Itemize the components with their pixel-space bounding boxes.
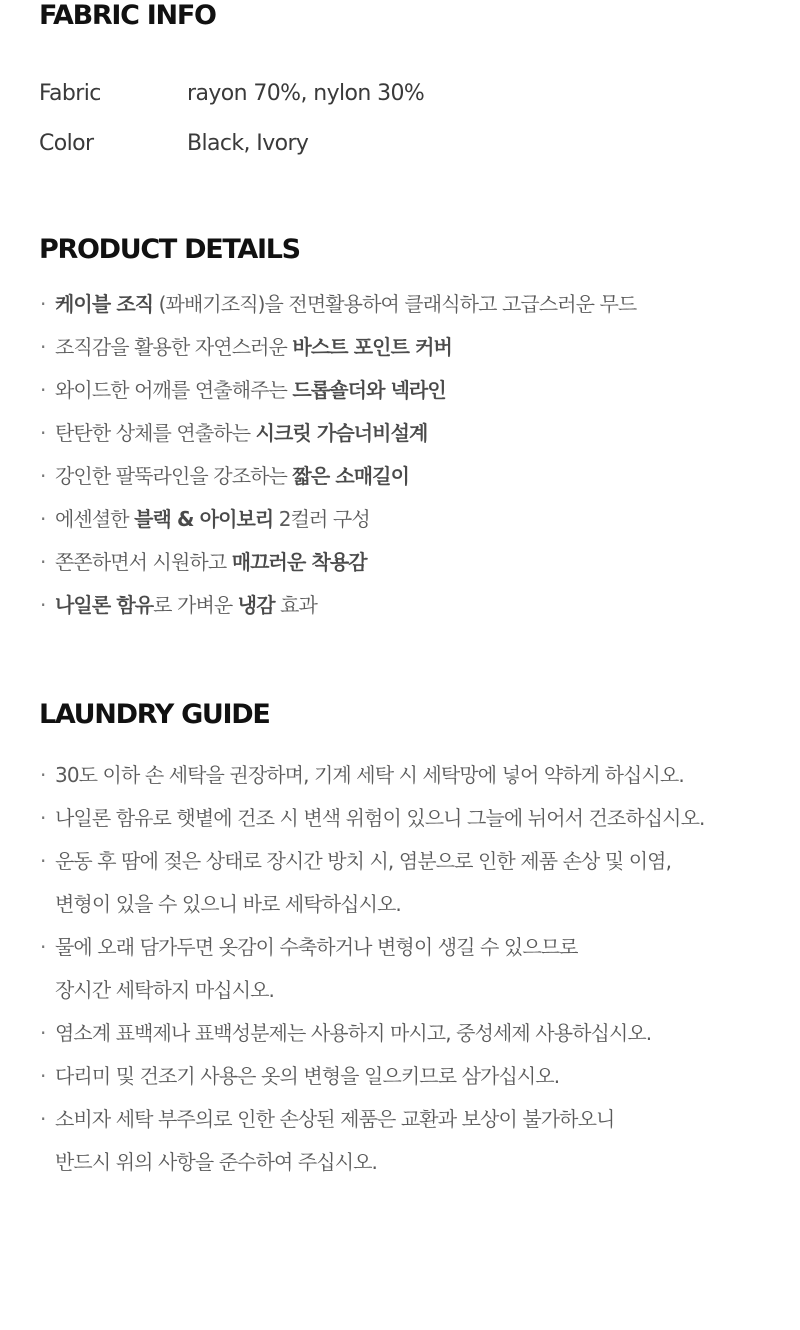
detail-text: 에센셜한 [55,507,135,531]
detail-item [39,412,636,455]
bullet-dot: · [40,507,46,531]
laundry-line: 염소계 표백제나 표백성분제는 사용하지 마시고, 중성세제 사용하십시오. [55,1021,652,1045]
detail-text: 2컬러 구성 [273,507,370,531]
detail-item [39,541,636,584]
bullet-dot: · [40,593,46,617]
laundry-line: 물에 오래 담가두면 옷감이 수축하거나 변형이 생길 수 있으므로 [55,935,578,959]
detail-highlight: 바스트 포인트 커버 [292,335,452,359]
product-details-heading: PRODUCT DETAILS [39,234,300,265]
detail-text: 쫀쫀하면서 시원하고 [55,550,232,574]
bullet-dot: · [40,935,46,959]
detail-text: 효과 [274,593,317,617]
detail-item [39,584,636,627]
laundry-item [39,797,704,840]
detail-item [39,283,636,326]
bullet-dot: · [40,849,46,873]
bullet-dot: · [40,464,46,488]
fabric-info-heading: FABRIC INFO [39,0,216,31]
bullet-dot: · [40,421,46,445]
bullet-dot: · [40,1064,46,1088]
detail-text: 조직감을 활용한 자연스러운 [55,335,293,359]
laundry-item [39,754,704,797]
detail-highlight: 드롭숄더와 넥라인 [292,378,446,402]
laundry-item [39,840,704,926]
bullet-dot: · [40,1021,46,1045]
detail-text: 탄탄한 상체를 연출하는 [55,421,256,445]
laundry-line: 반드시 위의 사항을 준수하여 주십시오. [55,1150,378,1174]
detail-highlight: 케이블 조직 [55,292,154,316]
detail-item [39,455,636,498]
detail-highlight: 시크릿 가슴너비설계 [255,421,428,445]
detail-text: 강인한 팔뚝라인을 강조하는 [55,464,293,488]
detail-item [39,326,636,369]
detail-text: (꽈배기조직)을 전면활용하여 클래식하고 고급스러운 무드 [153,292,637,316]
bullet-dot: · [40,335,46,359]
laundry-line: 나일론 함유로 햇볕에 건조 시 변색 위험이 있으니 그늘에 뉘어서 건조하십시오. [55,806,705,830]
laundry-item [39,926,704,1012]
bullet-dot: · [40,378,46,402]
detail-highlight: 나일론 함유 [55,593,154,617]
laundry-item [39,1098,704,1184]
color-value: Black, Ivory [187,131,309,156]
detail-highlight: 블랙 & 아이보리 [134,507,274,531]
fabric-label: Fabric [39,81,101,106]
detail-text: 로 가벼운 [153,593,238,617]
detail-highlight: 매끄러운 착용감 [231,550,367,574]
detail-highlight: 짧은 소매길이 [292,464,410,488]
laundry-guide-heading: LAUNDRY GUIDE [39,699,270,730]
laundry-item [39,1055,704,1098]
laundry-line: 장시간 세탁하지 마십시오. [55,978,274,1002]
laundry-line: 소비자 세탁 부주의로 인한 손상된 제품은 교환과 보상이 불가하오니 [55,1107,615,1131]
laundry-line: 변형이 있을 수 있으니 바로 세탁하십시오. [55,892,401,916]
laundry-line: 30도 이하 손 세탁을 권장하며, 기계 세탁 시 세탁망에 넣어 약하게 하십시오. [55,763,684,787]
fabric-value: rayon 70%, nylon 30% [187,81,425,106]
detail-text: 와이드한 어깨를 연출해주는 [55,378,293,402]
bullet-dot: · [40,550,46,574]
bullet-dot: · [40,292,46,316]
detail-item [39,369,636,412]
bullet-dot: · [40,1107,46,1131]
product-details-list [39,283,636,627]
detail-item [39,498,636,541]
detail-highlight: 냉감 [237,593,275,617]
laundry-guide-list [39,754,704,1184]
laundry-item [39,1012,704,1055]
color-label: Color [39,131,94,156]
bullet-dot: · [40,763,46,787]
laundry-line: 다리미 및 건조기 사용은 옷의 변형을 일으키므로 삼가십시오. [55,1064,560,1088]
laundry-line: 운동 후 땀에 젖은 상태로 장시간 방치 시, 염분으로 인한 제품 손상 및 이염, [55,849,672,873]
bullet-dot: · [40,806,46,830]
